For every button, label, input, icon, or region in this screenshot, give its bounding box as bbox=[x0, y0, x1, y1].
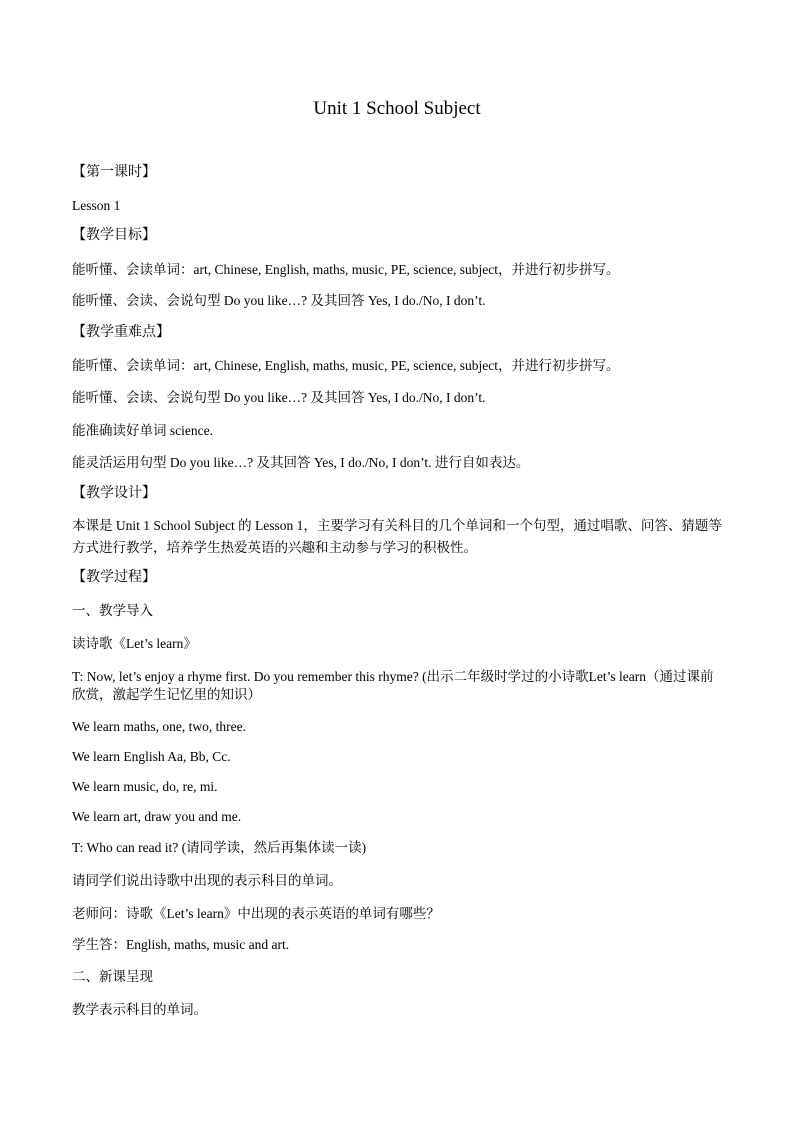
teaching-design-paragraph: 本课是 Unit 1 School Subject 的 Lesson 1，主要学习有关科目的几个单词和一个句型，通过唱歌、问答、猜题等方式进行教学，培养学生热爱英语的兴趣和主动参与学习的积极性。 bbox=[72, 518, 722, 555]
vocabulary-teaching-line: 教学表示科目的单词。 bbox=[72, 1002, 207, 1017]
rhyme-line-art: We learn art, draw you and me. bbox=[72, 809, 242, 824]
lesson-label: Lesson 1 bbox=[72, 198, 121, 213]
heading-teaching-process: 【教学过程】 bbox=[72, 570, 156, 585]
student-subject-prompt: 请同学们说出诗歌中出现的表示科目的单词。 bbox=[72, 873, 342, 888]
teacher-question-line: 老师问：诗歌《Let’s learn》中出现的表示英语的单词有哪些？ bbox=[72, 906, 440, 921]
heading-first-lesson: 【第一课时】 bbox=[72, 165, 156, 180]
goal-sentence-pattern: 能听懂、会读、会说句型 Do you like…? 及其回答 Yes, I do./No, I don’t. bbox=[72, 293, 486, 308]
teacher-read-question: T: Who can read it? (请同学读，然后再集体读一读) bbox=[72, 840, 367, 855]
teacher-intro-paragraph: T: Now, let’s enjoy a rhyme first. Do you remember this rhyme? (出示二年级时学过的小诗歌Let’s learn（通过课前欣赏，激起学生记忆里的知识） bbox=[72, 669, 714, 702]
step-two-heading: 二、新课呈现 bbox=[72, 969, 153, 984]
rhyme-line-maths: We learn maths, one, two, three. bbox=[72, 719, 246, 734]
step-one-heading: 一、教学导入 bbox=[72, 603, 153, 618]
key-point-vocabulary: 能听懂、会读单词：art, Chinese, English, maths, music, PE, science, subject，并进行初步拼写。 bbox=[72, 358, 620, 373]
heading-teaching-goals: 【教学目标】 bbox=[72, 228, 156, 243]
student-answer-line: 学生答：English, maths, music and art. bbox=[72, 937, 290, 952]
document-title: Unit 1 School Subject bbox=[313, 98, 481, 119]
goal-vocabulary: 能听懂、会读单词：art, Chinese, English, maths, music, PE, science, subject，并进行初步拼写。 bbox=[72, 262, 620, 277]
key-point-science: 能准确读好单词 science. bbox=[72, 423, 213, 438]
rhyme-reading-line: 读诗歌《Let’s learn》 bbox=[72, 636, 197, 651]
heading-teaching-design: 【教学设计】 bbox=[72, 486, 156, 501]
rhyme-line-english: We learn English Aa, Bb, Cc. bbox=[72, 749, 231, 764]
heading-key-points: 【教学重难点】 bbox=[72, 325, 170, 340]
key-point-sentence-pattern: 能听懂、会读、会说句型 Do you like…? 及其回答 Yes, I do./No, I don’t. bbox=[72, 390, 486, 405]
rhyme-line-music: We learn music, do, re, mi. bbox=[72, 779, 218, 794]
key-point-expression: 能灵活运用句型 Do you like…? 及其回答 Yes, I do./No, I don’t. 进行自如表达。 bbox=[72, 455, 530, 470]
